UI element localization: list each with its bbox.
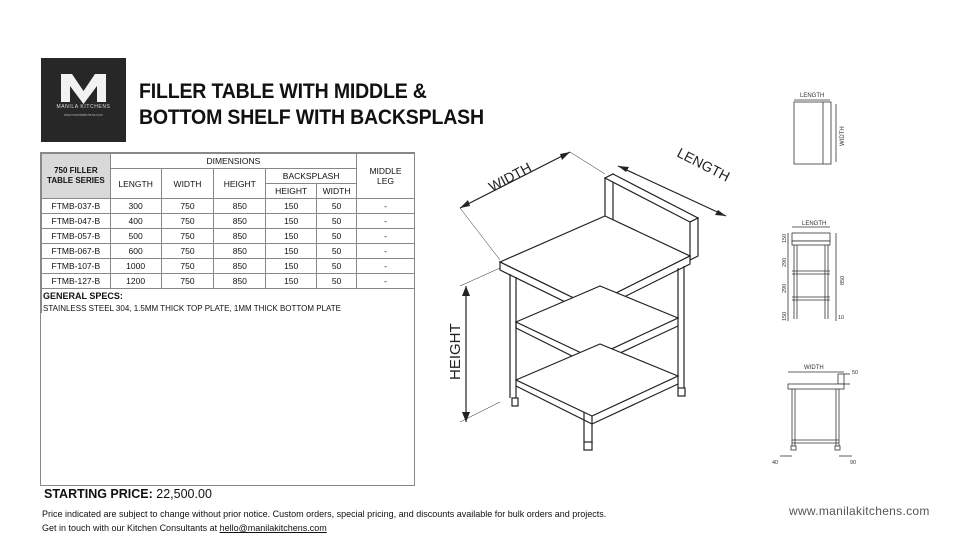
front-view-drawing	[776, 215, 856, 330]
starting-price	[44, 487, 212, 501]
cell-width: 750	[161, 274, 214, 289]
top-view-length-label: LENGTH	[800, 93, 825, 99]
price-label: STARTING PRICE:	[44, 487, 153, 501]
cell-bs-width: 50	[317, 229, 357, 244]
page-title	[139, 79, 484, 131]
cell-width: 750	[161, 259, 214, 274]
cell-length: 300	[110, 199, 161, 214]
website-link[interactable]: www.manilakitchens.com	[789, 504, 930, 518]
cell-length: 1000	[110, 259, 161, 274]
company-logo	[41, 58, 126, 142]
side-dim-50: 50	[852, 370, 859, 376]
cell-middle-leg: -	[357, 259, 415, 274]
dimensions-header: DIMENSIONS	[110, 154, 356, 169]
table-row	[42, 244, 415, 259]
cell-model: FTMB-067-B	[42, 244, 111, 259]
backsplash-width-header: WIDTH	[317, 184, 357, 199]
spec-table	[41, 153, 415, 313]
cell-length: 600	[110, 244, 161, 259]
top-view-drawing	[786, 86, 856, 166]
cell-bs-width: 50	[317, 214, 357, 229]
length-header: LENGTH	[110, 169, 161, 199]
cell-height: 850	[214, 259, 266, 274]
cell-model: FTMB-037-B	[42, 199, 111, 214]
general-specs-text: STAINLESS STEEL 304, 1.5MM THICK TOP PLATE, 1MM THICK BOTTOM PLATE	[43, 304, 342, 313]
title-line-2: BOTTOM SHELF WITH BACKSPLASH	[139, 106, 484, 129]
contact-email-link[interactable]: hello@manilakitchens.com	[219, 523, 327, 533]
cell-height: 850	[214, 274, 266, 289]
logo-brand: MANILA KITCHENS	[56, 104, 111, 110]
series-header: 750 FILLER TABLE SERIES	[42, 154, 111, 199]
front-dim-10: 10	[838, 315, 845, 321]
cell-length: 500	[110, 229, 161, 244]
spec-panel	[40, 152, 415, 486]
cell-middle-leg: -	[357, 274, 415, 289]
cell-length: 400	[110, 214, 161, 229]
cell-width: 750	[161, 229, 214, 244]
cell-bs-width: 50	[317, 259, 357, 274]
cell-height: 850	[214, 244, 266, 259]
price-disclaimer: Price indicated are subject to change without prior notice. Custom orders, special pricing, and discounts available for bulk orders and projects.	[42, 509, 607, 519]
cell-height: 850	[214, 229, 266, 244]
cell-middle-leg: -	[357, 199, 415, 214]
cell-bs-width: 50	[317, 274, 357, 289]
cell-width: 750	[161, 214, 214, 229]
table-row	[42, 199, 415, 214]
side-dim-90: 90	[850, 460, 857, 466]
front-dim-150b: 150	[782, 311, 788, 321]
cell-middle-leg: -	[357, 229, 415, 244]
front-dim-290a: 290	[782, 257, 788, 267]
title-line-1: FILLER TABLE WITH MIDDLE &	[139, 80, 427, 103]
cell-model: FTMB-057-B	[42, 229, 111, 244]
logo-mark-icon	[41, 58, 126, 142]
cell-model: FTMB-107-B	[42, 259, 111, 274]
backsplash-header: BACKSPLASH	[266, 169, 357, 184]
iso-length-label: LENGTH	[674, 144, 733, 185]
cell-bs-height: 150	[266, 199, 317, 214]
cell-bs-width: 50	[317, 199, 357, 214]
contact-line	[42, 521, 606, 535]
side-view-drawing	[766, 360, 866, 470]
iso-width-label: WIDTH	[485, 158, 534, 195]
cell-bs-height: 150	[266, 274, 317, 289]
side-view-width-label: WIDTH	[804, 365, 824, 371]
table-row	[42, 274, 415, 289]
cell-bs-height: 150	[266, 214, 317, 229]
height-header: HEIGHT	[214, 169, 266, 199]
iso-height-label: HEIGHT	[447, 323, 464, 380]
table-row	[42, 259, 415, 274]
cell-bs-width: 50	[317, 244, 357, 259]
price-value: 22,500.00	[156, 487, 212, 501]
cell-height: 850	[214, 199, 266, 214]
cell-width: 750	[161, 244, 214, 259]
table-row	[42, 214, 415, 229]
cell-model: FTMB-047-B	[42, 214, 111, 229]
middle-leg-header: MIDDLE LEG	[357, 154, 415, 199]
footer-notes	[42, 507, 606, 535]
cell-middle-leg: -	[357, 214, 415, 229]
width-header: WIDTH	[161, 169, 214, 199]
spec-rows	[42, 199, 415, 289]
top-view-width-label: WIDTH	[840, 126, 846, 146]
logo-website: www.manilakitchens.com	[63, 113, 104, 117]
cell-width: 750	[161, 199, 214, 214]
backsplash-height-header: HEIGHT	[266, 184, 317, 199]
contact-prefix: Get in touch with our Kitchen Consultants at	[42, 523, 220, 533]
cell-bs-height: 150	[266, 259, 317, 274]
front-dim-290b: 290	[782, 283, 788, 293]
cell-model: FTMB-127-B	[42, 274, 111, 289]
cell-length: 1200	[110, 274, 161, 289]
front-view-length-label: LENGTH	[802, 221, 827, 227]
general-specs	[42, 289, 415, 314]
general-specs-label: GENERAL SPECS:	[43, 291, 123, 301]
cell-bs-height: 150	[266, 244, 317, 259]
front-dim-850: 850	[840, 275, 846, 285]
side-dim-40: 40	[772, 460, 779, 466]
table-row	[42, 229, 415, 244]
isometric-drawing	[440, 140, 740, 460]
cell-middle-leg: -	[357, 244, 415, 259]
cell-height: 850	[214, 214, 266, 229]
cell-bs-height: 150	[266, 229, 317, 244]
front-dim-150a: 150	[782, 233, 788, 243]
